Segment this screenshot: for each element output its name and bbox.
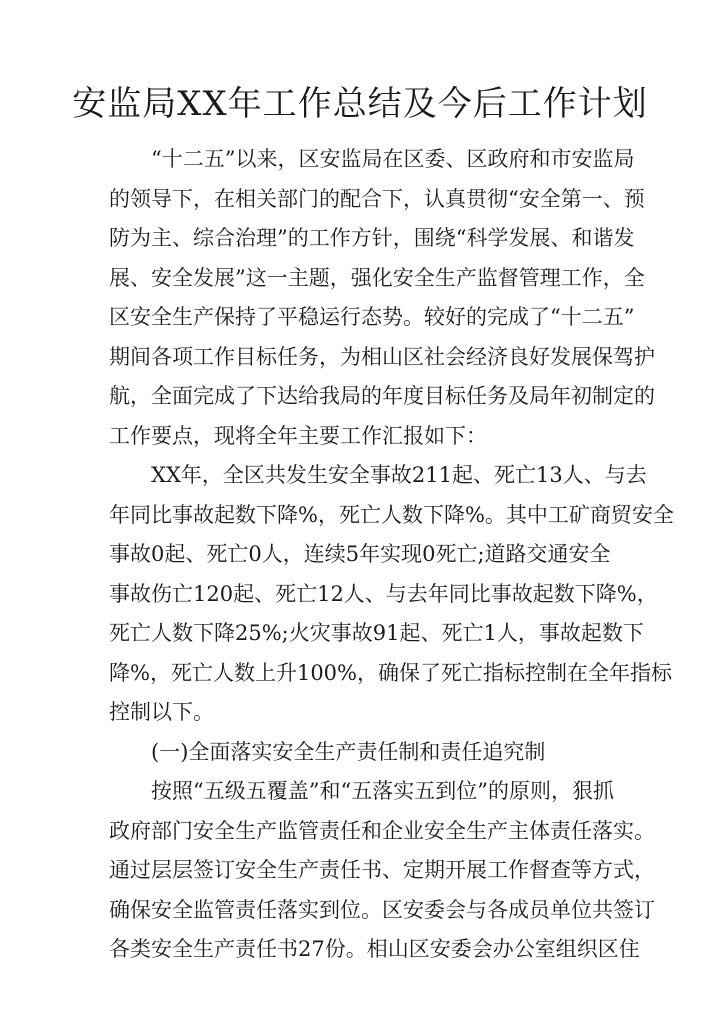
paragraph-1-line-8: 工作要点，现将全年主要工作汇报如下： [109, 423, 487, 448]
paragraph-1-line-1: “十二五”以来，区安监局在区委、区政府和市安监局 [151, 147, 635, 171]
paragraph-2-line-5: 死亡人数下降25%;火灾事故91起、死亡1人，事故起数下 [109, 621, 644, 645]
paragraph-2-line-6: 降%，死亡人数上升100%，确保了死亡指标控制在全年指标 [109, 660, 672, 685]
paragraph-1-line-3: 防为主、综合治理”的工作方针，围绕“科学发展、和谐发 [109, 226, 635, 250]
paragraph-3-line-5: 各类安全生产责任书27份。相山区安委会办公室组织区住 [109, 937, 640, 961]
paragraph-1-line-5: 区安全生产保持了平稳运行态势。较好的完成了“十二五” [109, 305, 635, 329]
paragraph-3-line-4: 确保安全监管责任落实到位。区安委会与各成员单位共签订 [109, 897, 655, 922]
paragraph-3-line-2: 政府部门安全生产监管责任和企业安全生产主体责任落实。 [109, 818, 655, 843]
paragraph-2-line-7: 控制以下。 [109, 700, 214, 724]
paragraph-2-line-3: 事故0起、死亡0人，连续5年实现0死亡;道路交通安全 [109, 542, 611, 566]
paragraph-2-line-4: 事故伤亡120起、死亡12人、与去年同比事故起数下降%， [109, 581, 658, 606]
paragraph-1-line-7: 航，全面完成了下达给我局的年度目标任务及局年初制定的 [109, 384, 655, 408]
document-title: 安监局XX年工作总结及今后工作计划 [72, 84, 648, 124]
section-heading: (一)全面落实安全生产责任制和责任追究制 [151, 739, 546, 764]
paragraph-3-line-1: 按照“五级五覆盖”和“五落实五到位”的原则，狠抓 [151, 779, 614, 803]
paragraph-1-line-4: 展、安全发展”这一主题，强化安全生产监督管理工作，全 [109, 265, 645, 290]
paragraph-1-line-2: 的领导下，在相关部门的配合下，认真贯彻“安全第一、预 [109, 186, 645, 211]
paragraph-3-line-3: 通过层层签订安全生产责任书、定期开展工作督查等方式， [109, 858, 655, 882]
paragraph-2-line-2: 年同比事故起数下降%，死亡人数下降%。其中工矿商贸安全 [109, 502, 674, 527]
document-body [109, 140, 674, 970]
paragraph-2-line-1: XX年，全区共发生安全事故211起、死亡13人、与去 [151, 463, 647, 487]
paragraph-1-line-6: 期间各项工作目标任务，为相山区社会经济良好发展保驾护 [109, 344, 655, 369]
